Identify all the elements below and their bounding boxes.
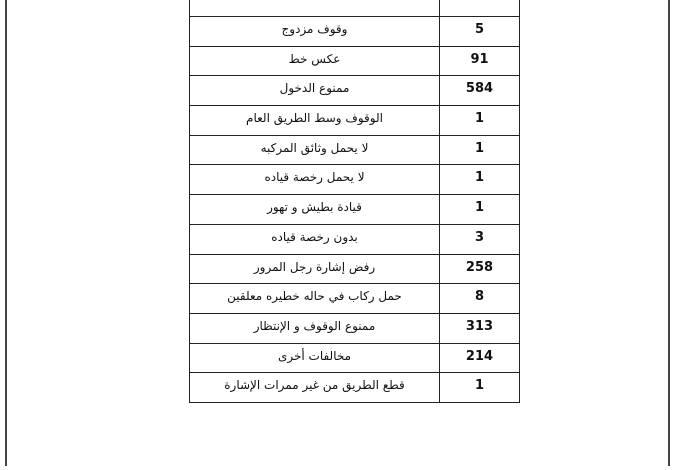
violation-label: لا يحمل رخصة قياده	[190, 165, 440, 195]
violation-label: قيادة بطيش و تهور	[190, 195, 440, 225]
table-row	[190, 17, 520, 47]
violation-label: عكس خط	[190, 46, 440, 76]
table-row	[190, 76, 520, 106]
table-row	[190, 254, 520, 284]
violation-label: قطع الطريق من غير ممرات الإشارة	[190, 373, 440, 403]
violation-label: حمل ركاب في حاله خطيره معلقين	[190, 284, 440, 314]
table-row	[190, 373, 520, 403]
table-row	[190, 313, 520, 343]
violation-count: 214	[440, 343, 520, 373]
table-row	[190, 343, 520, 373]
violation-count: 3	[440, 224, 520, 254]
violation-label: ممنوع الوقوف و الإنتظار	[190, 313, 440, 343]
violation-count: 5	[440, 17, 520, 47]
violation-label: بدون رخصة قياده	[190, 224, 440, 254]
violation-label: الوقوف وسط الطريق العام	[190, 106, 440, 136]
header-cell-label	[190, 0, 440, 17]
violation-count: 584	[440, 76, 520, 106]
violation-count: 1	[440, 195, 520, 225]
table-row	[190, 195, 520, 225]
violation-label: لا يحمل وثائق المركبه	[190, 135, 440, 165]
violation-count: 1	[440, 135, 520, 165]
violation-count: 91	[440, 46, 520, 76]
violation-count: 1	[440, 165, 520, 195]
table-header-row	[190, 0, 520, 17]
table-row	[190, 106, 520, 136]
table-row	[190, 46, 520, 76]
violation-count: 1	[440, 106, 520, 136]
table-row	[190, 165, 520, 195]
violation-count: 8	[440, 284, 520, 314]
violation-label: مخالفات أخرى	[190, 343, 440, 373]
violation-label: ممنوع الدخول	[190, 76, 440, 106]
violation-count: 313	[440, 313, 520, 343]
header-cell-count	[440, 0, 520, 17]
violation-label: رفض إشارة رجل المرور	[190, 254, 440, 284]
table-row	[190, 135, 520, 165]
violation-count: 1	[440, 373, 520, 403]
violation-label: وقوف مزدوج	[190, 17, 440, 47]
violations-table	[189, 0, 520, 403]
violation-count: 258	[440, 254, 520, 284]
table-row	[190, 284, 520, 314]
table-row	[190, 224, 520, 254]
